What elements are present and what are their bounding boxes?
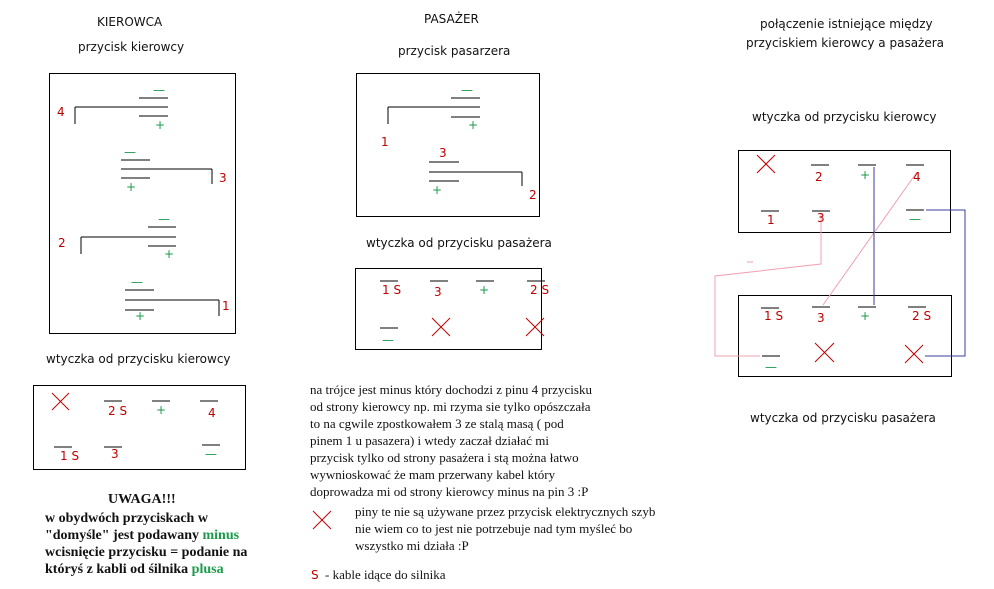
connection-header-line1: połączenie istniejące między	[760, 17, 933, 31]
driver-switch-plus: +	[155, 118, 166, 132]
driver-plug-title: wtyczka od przycisku kierowcy	[46, 352, 231, 366]
passenger-switch-plus: +	[432, 183, 443, 197]
passenger-plug-plus: +	[479, 283, 490, 297]
legend-unused-line2: nie wiem co to jest nie potrzebuje nad tym myśleć bo	[355, 521, 633, 536]
warning-title: UWAGA!!!	[108, 492, 176, 507]
driver-header: KIEROWCA	[97, 15, 163, 29]
description-line: doprowadza mi od strony kierowcy minus na pin 3 :P	[310, 484, 589, 499]
driver-plug-pin-1: 1 S	[60, 449, 80, 463]
connection-passenger-plus: +	[860, 309, 871, 323]
description-line: pinem 1 u pasazera) i wtedy zaczał działać mi	[310, 433, 549, 448]
connection-driver-plug-title: wtyczka od przycisku kierowcy	[752, 110, 937, 124]
driver-switch-minus: —	[131, 275, 143, 289]
connection-passenger-plug-title: wtyczka od przycisku pasażera	[750, 411, 936, 425]
passenger-plug-pin-2: 2 S	[530, 283, 550, 297]
driver-plug-pin-3: 3	[111, 447, 119, 461]
description-line: od strony kierowcy np. mi rzyma sie tylko opószczała	[310, 399, 591, 414]
passenger-plug-title: wtyczka od przycisku pasażera	[366, 236, 552, 250]
connection-driver-pin-4: 4	[913, 170, 921, 184]
connection-driver-pin-2: 2	[815, 170, 823, 184]
description-line: wywnioskować że mam przerwany kabel który	[310, 467, 556, 482]
legend-s-text: - kable idące do silnika	[325, 567, 446, 582]
driver-switch-plus: +	[135, 309, 146, 323]
connection-passenger-pin-3: 3	[817, 311, 825, 325]
driver-switch-label-4: 4	[57, 105, 65, 119]
driver-plug-minus: —	[205, 447, 217, 461]
warning-line3: wcisnięcie przycisku = podanie na	[45, 545, 248, 560]
passenger-switch-title: przycisk pasarzera	[398, 44, 511, 58]
driver-switch-label-1: 1	[222, 299, 230, 313]
passenger-switch-label-3: 3	[439, 146, 447, 160]
connection-passenger-pin-2: 2 S	[912, 309, 932, 323]
connection-driver-minus: —	[909, 212, 921, 226]
connection-header-line2: przyciskiem kierowcy a pasażera	[746, 36, 945, 50]
passenger-switch-label-1: 1	[381, 135, 389, 149]
passenger-plug-pin-1: 1 S	[382, 283, 402, 297]
warning-plus-word: plusa	[191, 562, 224, 577]
warning-line2: "domyśle" jest podawany minus	[45, 528, 240, 543]
description-line: na trójce jest minus który dochodzi z pinu 4 przycisku	[310, 382, 592, 397]
driver-switch-minus: —	[158, 212, 170, 226]
driver-switch-minus: —	[124, 145, 136, 159]
legend-s-symbol: S	[311, 568, 319, 582]
passenger-plug-pin-3: 3	[434, 285, 442, 299]
connection-passenger-pin-1: 1 S	[764, 309, 784, 323]
driver-switch-plus: +	[164, 247, 175, 261]
warning-minus-word: minus	[202, 528, 240, 543]
description-line: przycisk tylko od strony pasażera i stą można łatwo	[310, 450, 579, 465]
passenger-plug-minus: —	[382, 333, 394, 347]
driver-switch-plus: +	[126, 180, 137, 194]
connection-driver-pin-3: 3	[817, 211, 825, 225]
driver-switch-box	[49, 73, 236, 334]
passenger-header: PASAŻER	[424, 12, 479, 26]
legend-unused-line1: piny te nie są używane przez przycisk elektrycznych szyb	[355, 504, 656, 519]
passenger-switch-plus: +	[468, 118, 479, 132]
passenger-switch-minus: —	[461, 83, 473, 97]
driver-plug-pin-4: 4	[208, 406, 216, 420]
legend-unused-line3: wszystko mi działa :P	[355, 538, 469, 553]
warning-line1: w obydwóch przyciskach w	[45, 511, 208, 526]
connection-driver-plus: +	[860, 168, 871, 182]
connection-passenger-minus: —	[765, 360, 777, 374]
passenger-switch-label-2: 2	[529, 188, 537, 202]
connection-driver-pin-1: 1	[767, 213, 775, 227]
driver-switch-label-3: 3	[219, 171, 227, 185]
warning-line4: któryś z kabli od śilnika plusa	[45, 562, 224, 577]
driver-switch-title: przycisk kierowcy	[78, 40, 185, 54]
driver-switch-label-2: 2	[58, 236, 66, 250]
description-line: to na cgwile zpostkowałem 3 ze stalą masą ( pod	[310, 416, 564, 431]
driver-switch-minus: —	[153, 83, 165, 97]
driver-plug-pin-2: 2 S	[108, 404, 128, 418]
driver-plug-plus: +	[156, 403, 167, 417]
